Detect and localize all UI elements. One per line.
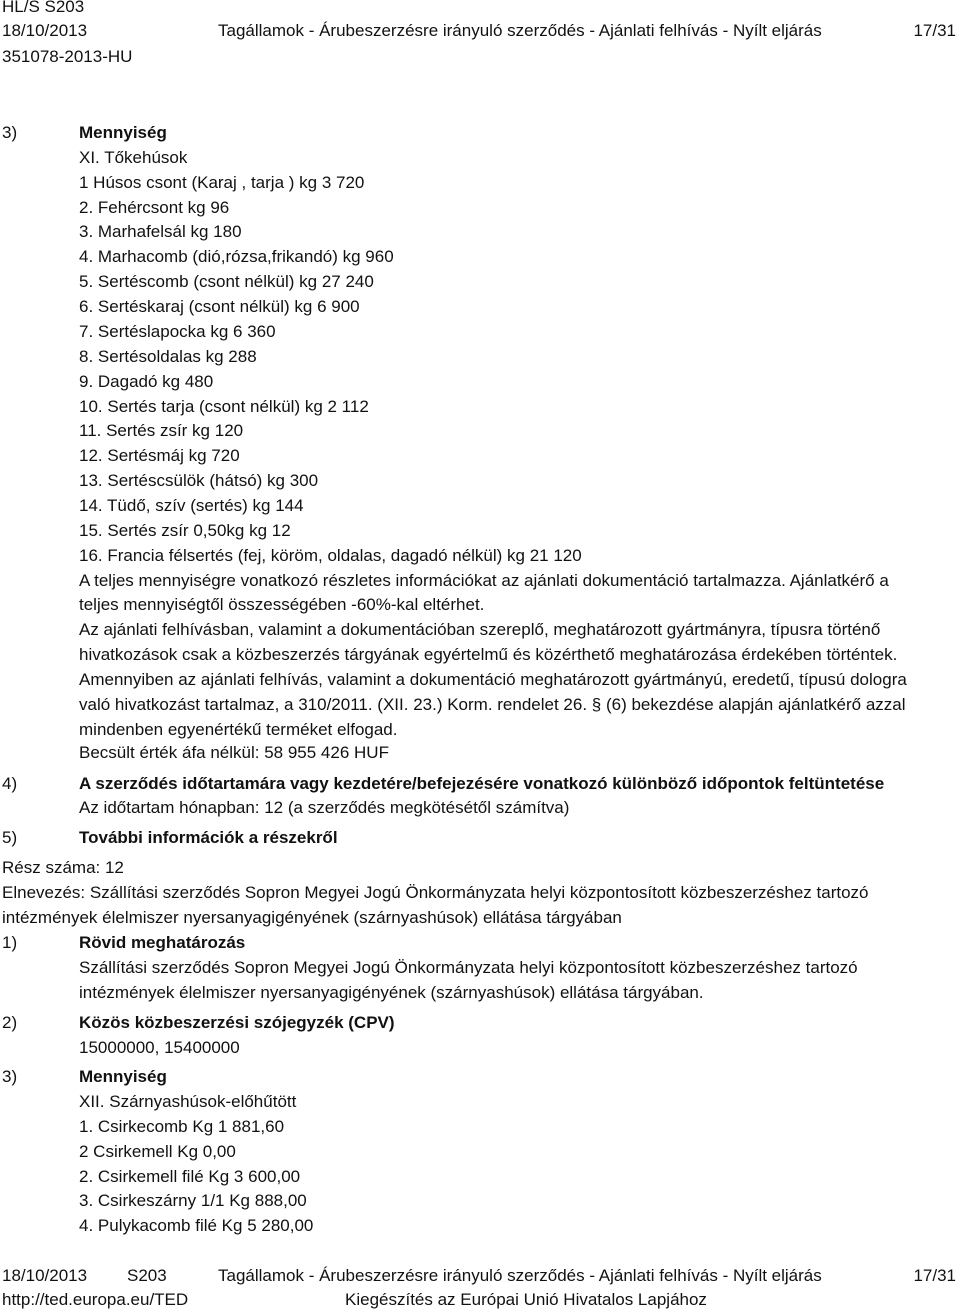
footer-url-link[interactable]: http://ted.europa.eu/TED [2, 1290, 189, 1309]
part-number: Rész száma: 12 [2, 858, 124, 877]
text-line: 9. Dagadó kg 480 [79, 372, 214, 391]
text-line: 15. Sertés zsír 0,50kg kg 12 [79, 521, 291, 540]
header-page-number: 17/31 [913, 21, 956, 40]
text-line: 3. Marhafelsál kg 180 [79, 222, 242, 241]
text-line: 2 Csirkemell Kg 0,00 [79, 1142, 236, 1161]
estimated-value: Becsült érték áfa nélkül: 58 955 426 HUF [79, 743, 389, 762]
section-number: 2) [2, 1013, 18, 1032]
text-line: 10. Sertés tarja (csont nélkül) kg 2 112 [79, 397, 369, 416]
text-line: 7. Sertéslapocka kg 6 360 [79, 322, 276, 341]
text-line: hivatkozások csak a közbeszerzés tárgyának egyértelmű és közérthető meghatározása érdekében történtek. [79, 645, 898, 664]
header-brand: HL/S S203 [2, 0, 85, 16]
text-line: 4. Pulykacomb filé Kg 5 280,00 [79, 1216, 314, 1235]
section-number: 3) [2, 123, 18, 142]
header-date: 18/10/2013 [2, 21, 88, 40]
text-line: teljes mennyiségtől összességében -60%-kal eltérhet. [79, 595, 485, 614]
footer-date: 18/10/2013 [2, 1266, 88, 1285]
text-line: A teljes mennyiségre vonatkozó részletes információkat az ajánlati dokumentáció tartalmazza. Ajánlatkérő a [79, 571, 889, 590]
part-name-line: Elnevezés: Szállítási szerződés Sopron Megyei Jogú Önkormányzata helyi központosított közbeszerzéshez tartozó [2, 883, 869, 902]
text-line: 4. Marhacomb (dió,rózsa,frikandó) kg 960 [79, 247, 394, 266]
text-line: Szállítási szerződés Sopron Megyei Jogú Önkormányzata helyi központosított közbeszerzéshez tartozó [79, 958, 858, 977]
text-line: 14. Tüdő, szív (sertés) kg 144 [79, 496, 304, 515]
text-line: 16. Francia félsertés (fej, köröm, oldalas, dagadó nélkül) kg 21 120 [79, 546, 582, 565]
text-line: 1. Csirkecomb Kg 1 881,60 [79, 1117, 285, 1136]
text-line: Az ajánlati felhívásban, valamint a dokumentációban szereplő, meghatározott gyártmányra, típusra történő [79, 620, 881, 639]
text-line: 1 Húsos csont (Karaj , tarja ) kg 3 720 [79, 173, 365, 192]
section-title: Mennyiség [79, 1067, 167, 1086]
text-line: 5. Sertéscomb (csont nélkül) kg 27 240 [79, 272, 374, 291]
text-line: XI. Tőkehúsok [79, 148, 188, 167]
text-line: 2. Fehércsont kg 96 [79, 198, 230, 217]
part-name-line: intézmények élelmiszer nyersanyagigényének (szárnyashúsok) ellátása tárgyában [2, 908, 622, 927]
text-line: 13. Sertéscsülök (hátsó) kg 300 [79, 471, 319, 490]
text-line: 2. Csirkemell filé Kg 3 600,00 [79, 1167, 301, 1186]
text-line: 12. Sertésmáj kg 720 [79, 446, 240, 465]
section-number: 3) [2, 1067, 18, 1086]
text-line: Amennyiben az ajánlati felhívás, valamint a dokumentáció meghatározott gyártmányú, eredetű, típusú dologra [79, 670, 907, 689]
text-line: 6. Sertéskaraj (csont nélkül) kg 6 900 [79, 297, 360, 316]
text-line: mindenben egyenértékű terméket elfogad. [79, 720, 398, 739]
section-number: 1) [2, 933, 18, 952]
section-title: Közös közbeszerzési szójegyzék (CPV) [79, 1013, 395, 1032]
cpv-codes: 15000000, 15400000 [79, 1038, 240, 1057]
section-number: 5) [2, 828, 18, 847]
section-number: 4) [2, 774, 18, 793]
header-document-id: 351078-2013-HU [2, 47, 133, 66]
footer-code: S203 [127, 1266, 167, 1285]
text-line: 3. Csirkeszárny 1/1 Kg 888,00 [79, 1191, 307, 1210]
section-title: További információk a részekről [79, 828, 338, 847]
text-line: Az időtartam hónapban: 12 (a szerződés megkötésétől számítva) [79, 798, 570, 817]
text-line: intézmények élelmiszer nyersanyagigényének (szárnyashúsok) ellátása tárgyában. [79, 983, 704, 1002]
footer-publisher: Kiegészítés az Európai Unió Hivatalos Lapjához [345, 1290, 707, 1309]
text-line: 8. Sertésoldalas kg 288 [79, 347, 257, 366]
text-line: 11. Sertés zsír kg 120 [79, 421, 244, 440]
text-line: való hivatkozást tartalmaz, a 310/2011. (XII. 23.) Korm. rendelet 26. § (6) bekezdése alapján ajánlatkérő azzal [79, 695, 906, 714]
section-title: Mennyiség [79, 123, 167, 142]
text-line: XII. Szárnyashúsok-előhűtött [79, 1092, 297, 1111]
footer-page-number: 17/31 [913, 1266, 956, 1285]
footer-title: Tagállamok - Árubeszerzésre irányuló szerződés - Ajánlati felhívás - Nyílt eljárás [218, 1266, 822, 1285]
section-title: A szerződés időtartamára vagy kezdetére/befejezésére vonatkozó különböző időpontok feltüntetése [79, 774, 885, 793]
header-title: Tagállamok - Árubeszerzésre irányuló szerződés - Ajánlati felhívás - Nyílt eljárás [218, 21, 822, 40]
section-title: Rövid meghatározás [79, 933, 246, 952]
